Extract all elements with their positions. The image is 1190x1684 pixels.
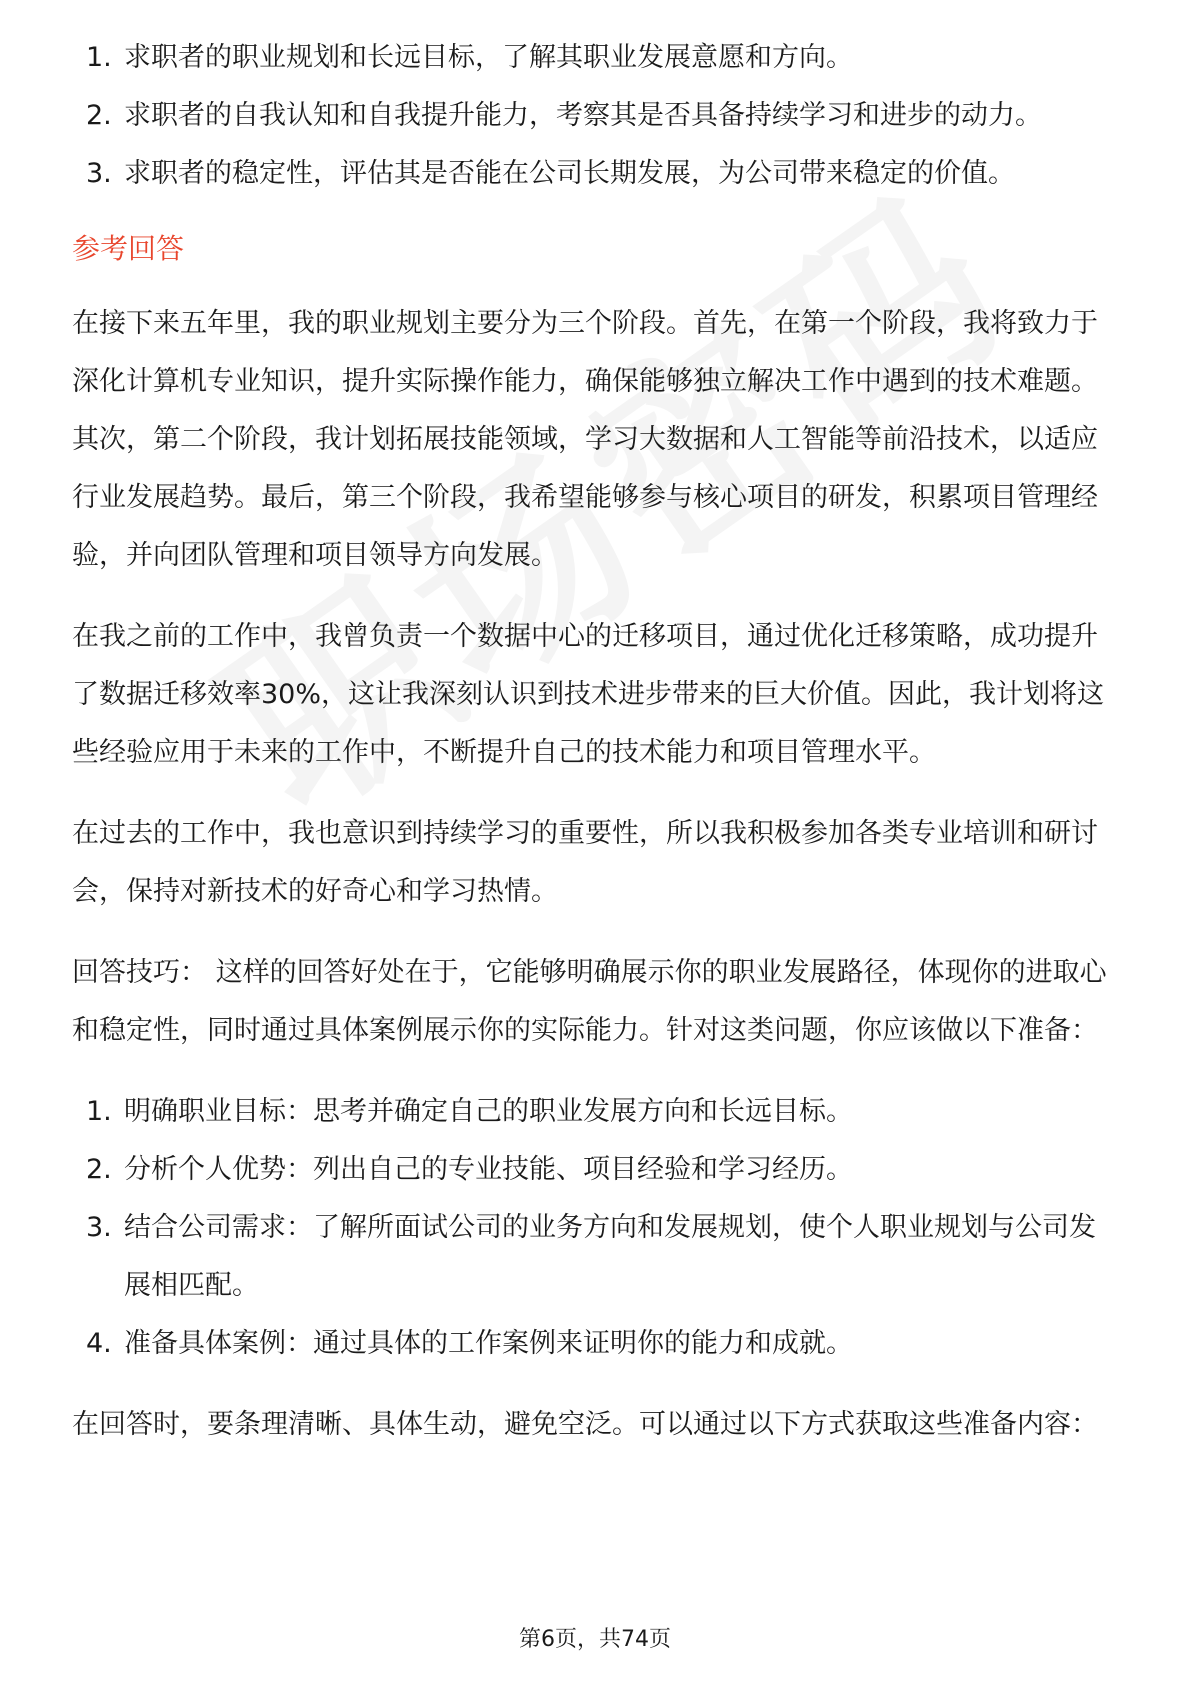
paragraph: 在接下来五年里，我的职业规划主要分为三个阶段。首先，在第一个阶段，我将致力于深化计算机专业知识，提升实际操作能力，确保能够独立解决工作中遇到的技术难题。其次，第二个阶段，我计划拓展技能领域，学习大数据和人工智能等前沿技术，以适应行业发展趋势。最后，第三个阶段，我希望能够参与核心项目的研发，积累项目管理经验，并向团队管理和项目领导方向发展。 xyxy=(72,308,1098,571)
list-number: 2. xyxy=(86,100,112,131)
list-text: 明确职业目标：思考并确定自己的职业发展方向和长远目标。 xyxy=(124,1096,853,1127)
closing-paragraph: 在回答时，要条理清晰、具体生动，避免空泛。可以通过以下方式获取这些准备内容： xyxy=(72,1409,1098,1440)
list-text: 求职者的稳定性，评估其是否能在公司长期发展，为公司带来稳定的价值。 xyxy=(124,158,1015,189)
list-text: 准备具体案例：通过具体的工作案例来证明你的能力和成就。 xyxy=(124,1328,853,1359)
list-item xyxy=(72,29,1122,87)
list-item xyxy=(72,1315,1122,1373)
list-item xyxy=(72,1199,1122,1315)
tips-list xyxy=(72,1083,1122,1373)
paragraph: 在过去的工作中，我也意识到持续学习的重要性，所以我积极参加各类专业培训和研讨会，保持对新技术的好奇心和学习热情。 xyxy=(72,818,1098,907)
page-number: 第6页，共74页 xyxy=(519,1627,671,1652)
list-item xyxy=(72,145,1122,203)
list-text: 求职者的自我认知和自我提升能力，考察其是否具备持续学习和进步的动力。 xyxy=(124,100,1042,131)
page-content xyxy=(72,0,1122,1454)
list-text: 结合公司需求：了解所面试公司的业务方向和发展规划，使个人职业规划与公司发展相匹配。 xyxy=(124,1212,1096,1301)
list-number: 2. xyxy=(86,1154,112,1185)
list-text: 求职者的职业规划和长远目标，了解其职业发展意愿和方向。 xyxy=(124,42,853,73)
list-item xyxy=(72,1141,1122,1199)
section-title: 参考回答 xyxy=(72,232,185,265)
list-number: 3. xyxy=(86,158,112,189)
list-number: 1. xyxy=(86,42,112,73)
paragraph: 在我之前的工作中，我曾负责一个数据中心的迁移项目，通过优化迁移策略，成功提升了数据迁移效率30%，这让我深刻认识到技术进步带来的巨大价值。因此，我计划将这些经验应用于未来的工作中，不断提升自己的技术能力和项目管理水平。 xyxy=(72,621,1105,768)
list-item xyxy=(72,1083,1122,1141)
list-number: 3. xyxy=(86,1212,112,1243)
list-item xyxy=(72,87,1122,145)
top-list xyxy=(72,29,1122,203)
paragraph: 回答技巧： 这样的回答好处在于，它能够明确展示你的职业发展路径，体现你的进取心和稳定性，同时通过具体案例展示你的实际能力。针对这类问题，你应该做以下准备： xyxy=(72,957,1107,1046)
list-text: 分析个人优势：列出自己的专业技能、项目经验和学习经历。 xyxy=(124,1154,853,1185)
list-number: 4. xyxy=(86,1328,112,1359)
list-number: 1. xyxy=(86,1096,112,1127)
